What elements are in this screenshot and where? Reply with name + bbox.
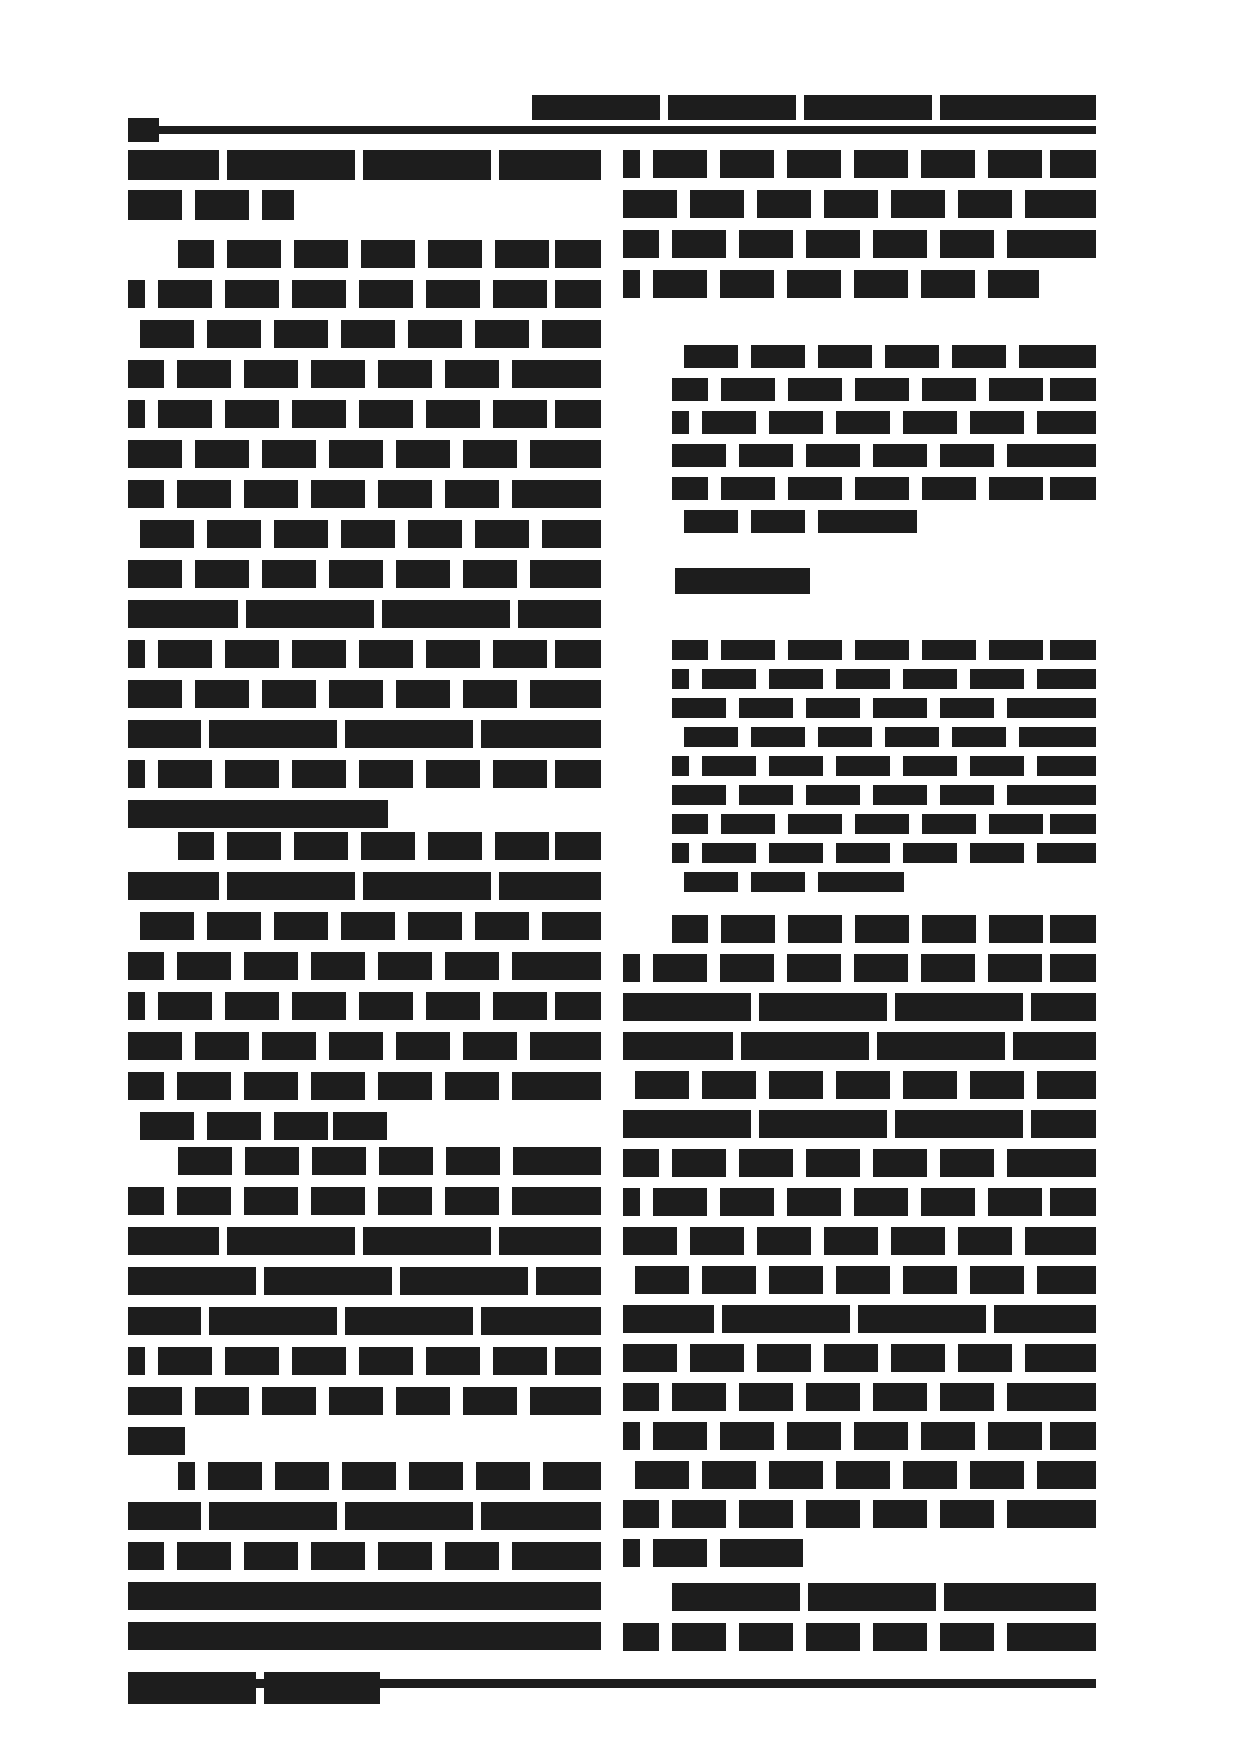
redacted-text-line	[128, 190, 294, 220]
redacted-text-line	[128, 680, 601, 708]
redacted-quote-line	[672, 698, 1096, 718]
redacted-text-line	[672, 1583, 1096, 1611]
redacted-quote-line	[672, 444, 1096, 467]
redacted-text-line	[623, 1110, 1096, 1138]
page-number-redacted	[128, 118, 159, 142]
redacted-text-line	[128, 1387, 601, 1415]
redacted-text-line	[623, 270, 1039, 298]
running-head-redacted	[532, 95, 1096, 120]
redacted-text-line	[623, 1071, 1096, 1099]
redacted-text-line	[128, 992, 601, 1020]
redacted-text-line	[128, 400, 601, 428]
redacted-text-line	[178, 1147, 601, 1175]
redacted-text-line	[128, 800, 388, 828]
redacted-quote-line	[672, 756, 1096, 776]
redacted-text-line	[128, 1267, 601, 1295]
redacted-text-line	[128, 1427, 185, 1455]
redacted-quote-line	[672, 510, 918, 533]
footnote-redacted	[128, 1672, 380, 1704]
redacted-text-line	[623, 230, 1096, 258]
redacted-text-line	[623, 1266, 1096, 1294]
redacted-text-line	[672, 915, 1096, 943]
redacted-text-line	[128, 1542, 601, 1570]
redacted-text-line	[623, 1461, 1096, 1489]
redacted-text-line	[178, 240, 601, 268]
redacted-quote-line	[672, 345, 1096, 368]
redacted-text-line	[623, 1383, 1096, 1411]
redacted-text-line	[128, 1227, 601, 1255]
redacted-text-line	[128, 1112, 388, 1140]
redacted-text-line	[128, 952, 601, 980]
redacted-quote-line	[672, 843, 1096, 863]
redacted-text-line	[128, 1582, 601, 1610]
redacted-text-line	[128, 520, 601, 548]
redacted-text-line	[128, 480, 601, 508]
redacted-quote-line	[672, 727, 1096, 747]
redacted-text-line	[623, 1539, 803, 1567]
redacted-text-line	[128, 440, 601, 468]
redacted-text-line	[128, 1347, 601, 1375]
redacted-text-line	[128, 872, 601, 900]
redacted-text-line	[128, 1307, 601, 1335]
redacted-text-line	[128, 1072, 601, 1100]
redacted-text-line	[128, 280, 601, 308]
redacted-text-line	[128, 720, 601, 748]
redacted-text-line	[128, 1502, 601, 1530]
redacted-quote-line	[672, 872, 905, 892]
redacted-text-line	[623, 1032, 1096, 1060]
redacted-text-line	[623, 1149, 1096, 1177]
redacted-text-line	[128, 150, 601, 180]
redacted-text-line	[623, 1344, 1096, 1372]
redacted-quote-line	[672, 669, 1096, 689]
redacted-text-line	[178, 832, 601, 860]
redacted-text-line	[128, 360, 601, 388]
redacted-text-line	[178, 1462, 601, 1490]
redacted-text-line	[623, 1227, 1096, 1255]
redacted-text-line	[623, 954, 1096, 982]
redacted-text-line	[623, 1188, 1096, 1216]
redacted-text-line	[623, 1500, 1096, 1528]
redacted-quote-line	[672, 785, 1096, 805]
redacted-text-line	[128, 560, 601, 588]
redacted-quote-line	[672, 814, 1096, 834]
redacted-text-line	[128, 640, 601, 668]
redacted-text-line	[623, 150, 1096, 178]
redacted-text-line	[128, 600, 601, 628]
redacted-quote-line	[672, 640, 1096, 660]
redacted-text-line	[128, 760, 601, 788]
redacted-quote-line	[672, 477, 1096, 500]
redacted-text-line	[128, 1032, 601, 1060]
redacted-text-line	[623, 1305, 1096, 1333]
redacted-quote-line	[672, 378, 1096, 401]
redacted-text-line	[128, 320, 601, 348]
redacted-text-line	[623, 190, 1096, 218]
redacted-heading	[675, 568, 810, 594]
redacted-text-line	[623, 1623, 1096, 1651]
redacted-text-line	[128, 1187, 601, 1215]
header-rule	[158, 126, 1096, 134]
redacted-text-line	[623, 993, 1096, 1021]
redacted-quote-line	[672, 411, 1096, 434]
redacted-text-line	[128, 1622, 601, 1650]
redacted-text-line	[623, 1422, 1096, 1450]
redacted-text-line	[128, 912, 601, 940]
